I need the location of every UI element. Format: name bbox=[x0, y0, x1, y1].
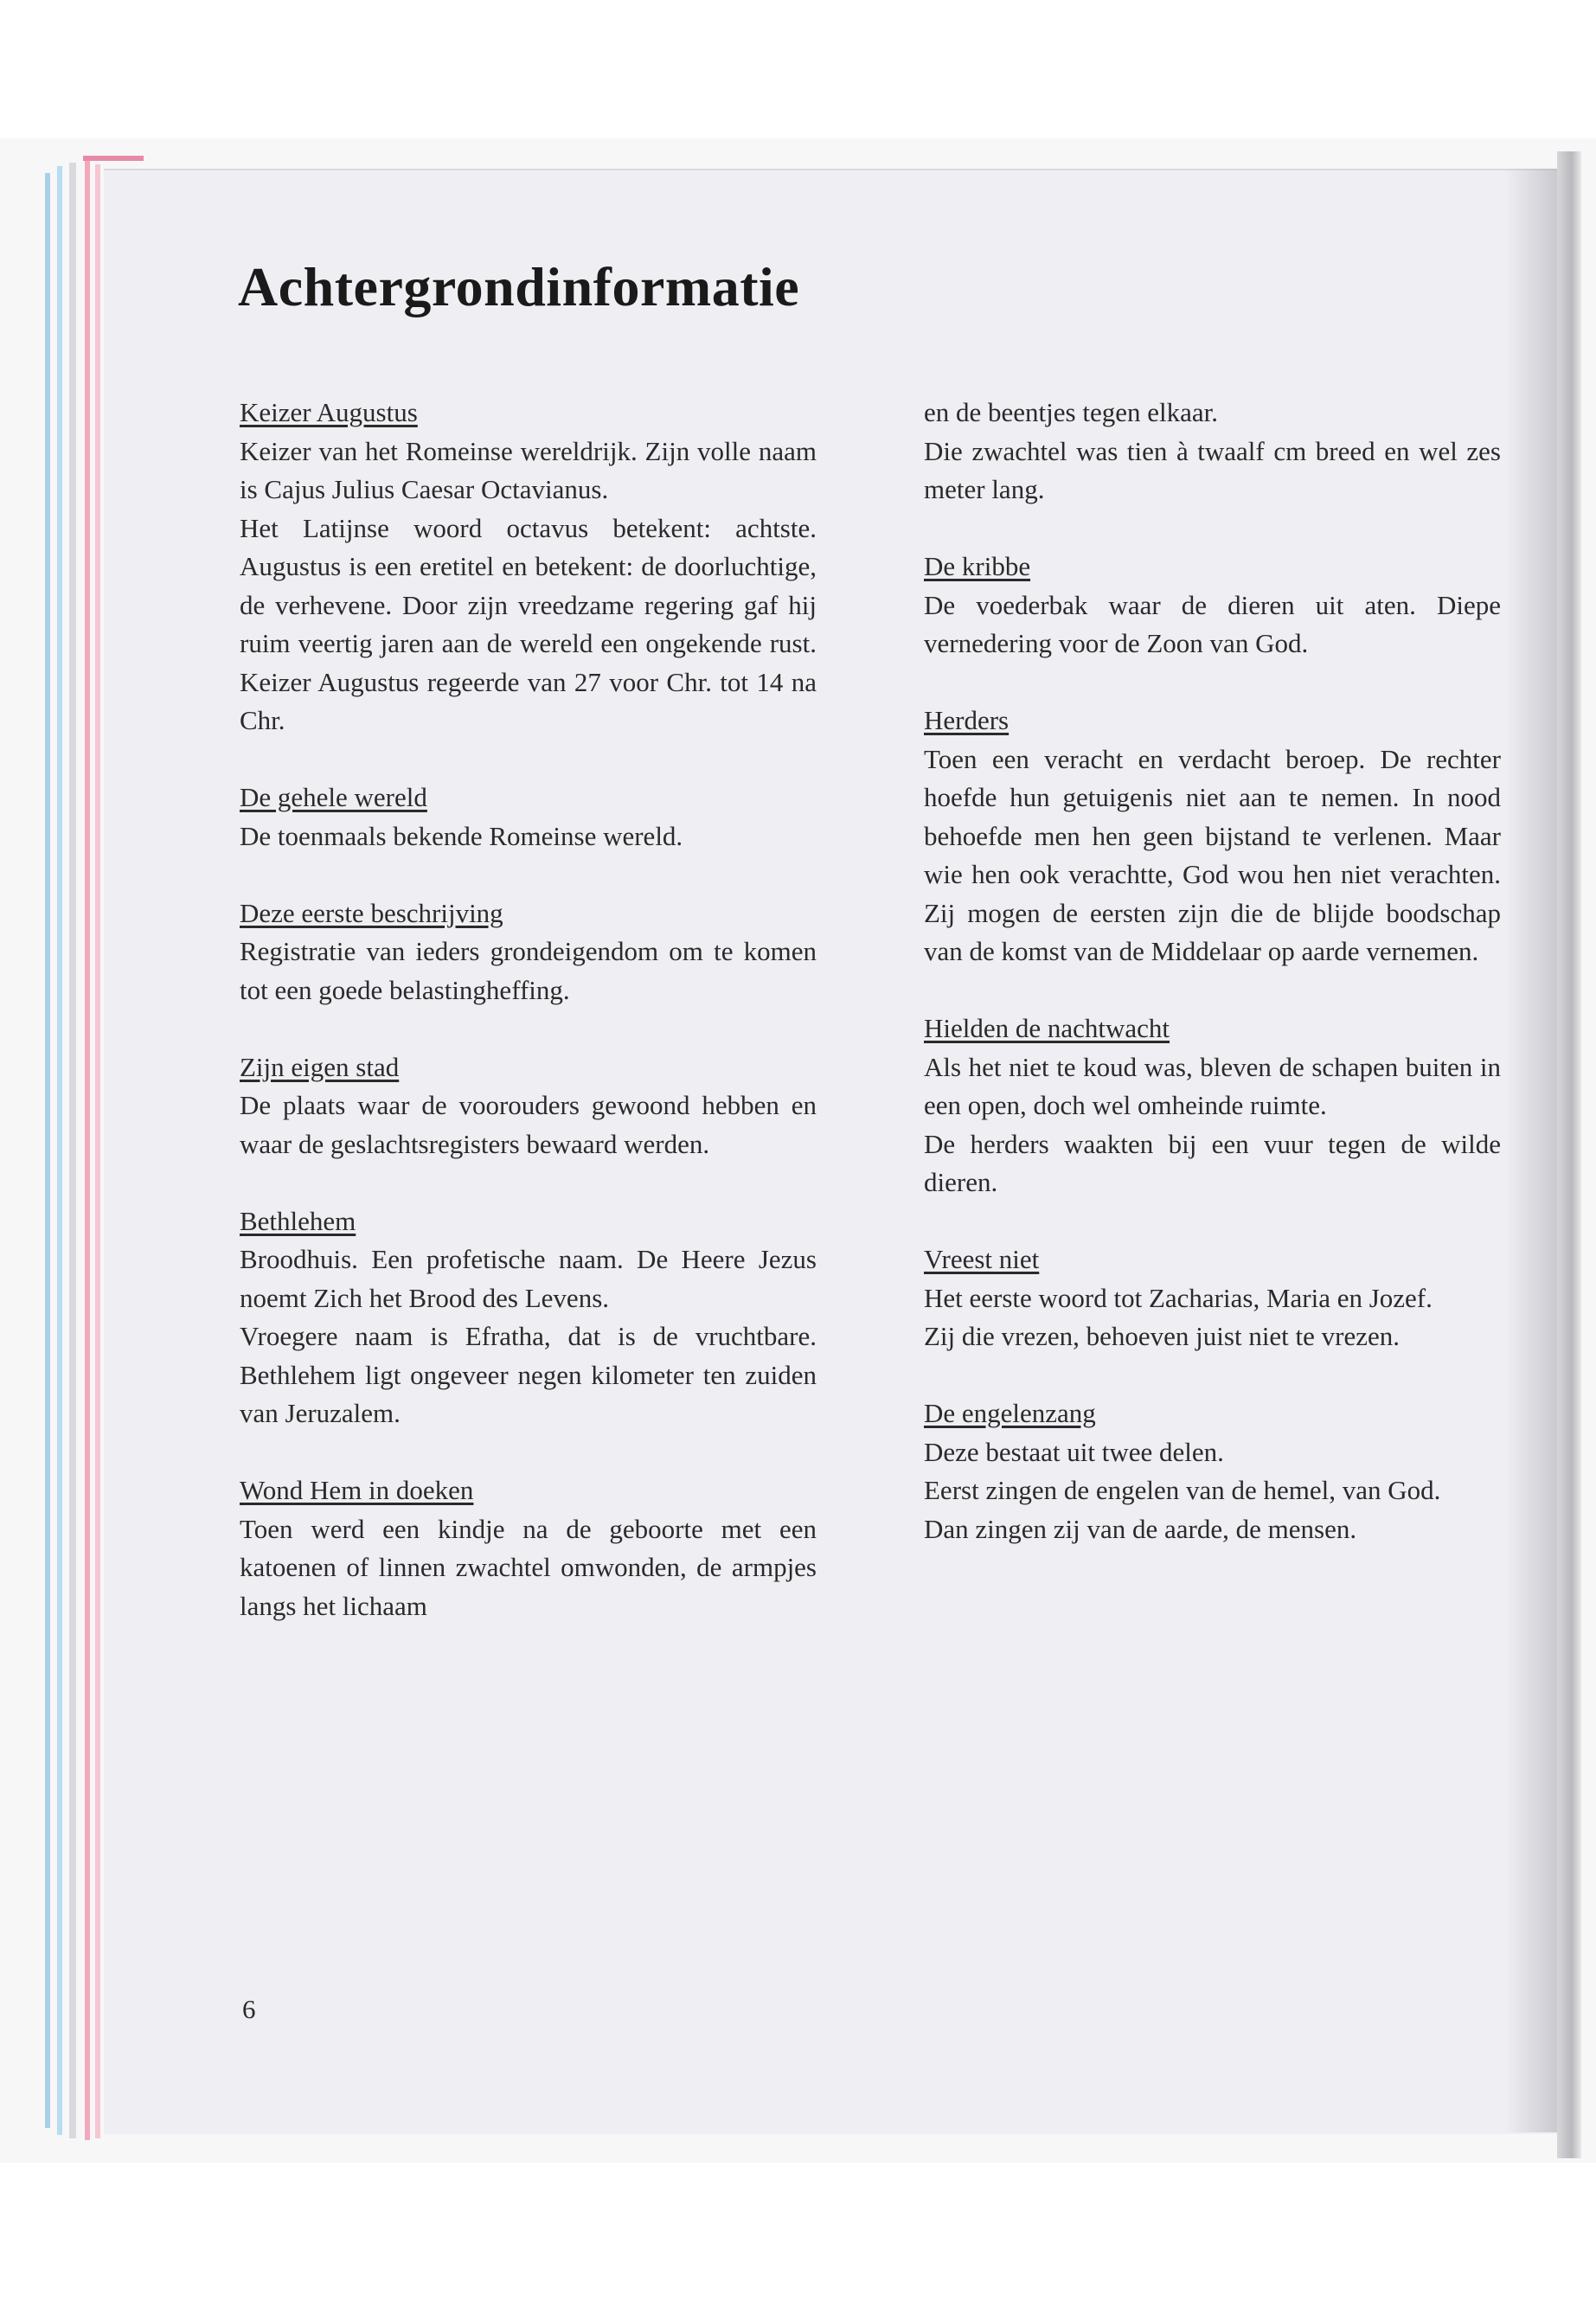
section-gehele-wereld bbox=[240, 779, 817, 856]
section-eerste-beschrijving bbox=[240, 894, 817, 1010]
page-number: 6 bbox=[242, 1994, 256, 2024]
section-heading: Herders bbox=[924, 705, 1010, 735]
section-heading: Hielden de nachtwacht bbox=[924, 1013, 1170, 1043]
section-paragraph: De voederbak waar de dieren uit aten. Diepe vernedering voor de Zoon van God. bbox=[924, 589, 1501, 658]
section-paragraph: De herders waakten bij een vuur tegen de wilde dieren. bbox=[924, 1128, 1501, 1197]
section-paragraph: De toenmaals bekende Romeinse wereld. bbox=[240, 820, 683, 851]
section-paragraph: Dan zingen zij van de aarde, de mensen. bbox=[924, 1513, 1357, 1544]
section-heading: Keizer Augustus bbox=[240, 397, 418, 427]
section-paragraph: Broodhuis. Een profetische naam. De Heere Jezus noemt Zich het Brood des Levens. bbox=[240, 1244, 817, 1313]
section-paragraph: Toen een veracht en verdacht beroep. De rechter hoefde hun getuigenis niet aan te nemen. In nood behoefde men hen geen bijstand te verlenen. Maar wie hen ook verachtte, God wou hen niet verachten. Zij mogen de eersten zijn die de blijde boodschap van de komst van de Middelaar op aarde vernemen. bbox=[924, 743, 1501, 966]
section-heading: De gehele wereld bbox=[240, 782, 427, 812]
section-keizer-augustus bbox=[240, 394, 817, 740]
page-gutter-shadow bbox=[1505, 169, 1557, 2132]
section-nachtwacht bbox=[924, 1009, 1501, 1202]
section-paragraph: Eerst zingen de engelen van de hemel, van God. bbox=[924, 1475, 1441, 1505]
page-edge-stripe bbox=[45, 173, 50, 2128]
section-paragraph: Toen werd een kindje na de geboorte met een katoenen of linnen zwachtel omwonden, de armpjes langs het lichaam bbox=[240, 1513, 817, 1621]
section-continuation bbox=[924, 394, 1501, 510]
book-binding-edge bbox=[1557, 151, 1581, 2158]
page-edge-stripe bbox=[85, 161, 90, 2140]
section-heading: Zijn eigen stad bbox=[240, 1051, 400, 1082]
section-paragraph: Keizer van het Romeinse wereldrijk. Zijn volle naam is Cajus Julius Caesar Octavianus. bbox=[240, 435, 817, 504]
section-paragraph: De plaats waar de voorouders gewoond hebben en waar de geslachtsregisters bewaard werden. bbox=[240, 1090, 817, 1159]
section-paragraph: Het Latijnse woord octavus betekent: achtste. Augustus is een eretitel en betekent: de doorluchtige, de verhevene. Door zijn vreedzame regering gaf hij ruim veertig jaren aan de wereld een ongekende rust. Keizer Augustus regeerde van 27 voor Chr. tot 14 na Chr. bbox=[240, 512, 817, 735]
section-paragraph: Zij die vrezen, behoeven juist niet te vrezen. bbox=[924, 1321, 1401, 1351]
section-heading: De kribbe bbox=[924, 551, 1031, 581]
section-bethlehem bbox=[240, 1202, 817, 1433]
section-heading: Wond Hem in doeken bbox=[240, 1475, 474, 1505]
section-paragraph: Registratie van ieders grondeigendom om te komen tot een goede belastingheffing. bbox=[240, 936, 817, 1005]
section-engelenzang bbox=[924, 1394, 1501, 1548]
section-herders bbox=[924, 702, 1501, 971]
section-kribbe bbox=[924, 548, 1501, 663]
section-paragraph: Het eerste woord tot Zacharias, Maria en Jozef. bbox=[924, 1282, 1433, 1313]
section-paragraph: en de beentjes tegen elkaar. bbox=[924, 397, 1218, 427]
section-heading: Bethlehem bbox=[240, 1205, 356, 1236]
left-column bbox=[240, 394, 817, 1664]
section-paragraph: Die zwachtel was tien à twaalf cm breed en wel zes meter lang. bbox=[924, 435, 1501, 504]
section-heading: De engelenzang bbox=[924, 1398, 1096, 1428]
page-edge-stripe bbox=[69, 163, 76, 2138]
page-edge-stripe bbox=[57, 166, 62, 2135]
section-heading: Vreest niet bbox=[924, 1244, 1040, 1274]
section-eigen-stad bbox=[240, 1048, 817, 1164]
page-title: Achtergrondinformatie bbox=[238, 256, 800, 317]
section-paragraph: Deze bestaat uit twee delen. bbox=[924, 1436, 1224, 1467]
section-heading: Deze eerste beschrijving bbox=[240, 897, 503, 928]
section-paragraph: Als het niet te koud was, bleven de schapen buiten in een open, doch wel omheinde ruimte. bbox=[924, 1051, 1501, 1120]
right-column bbox=[924, 394, 1501, 1587]
page-edge-stripe bbox=[83, 156, 144, 161]
section-wond-hem bbox=[240, 1471, 817, 1625]
page-edge-stripe bbox=[95, 164, 100, 2138]
section-vreest-niet bbox=[924, 1240, 1501, 1356]
section-paragraph: Vroegere naam is Efratha, dat is de vruchtbare. Bethlehem ligt ongeveer negen kilometer ten zuiden van Jeruzalem. bbox=[240, 1321, 817, 1428]
